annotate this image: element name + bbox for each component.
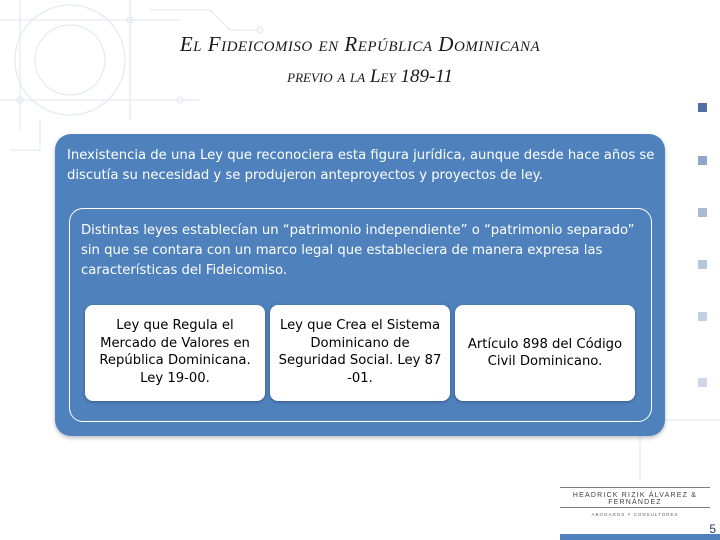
outer-panel-text: Inexistencia de una Ley que reconociera esta figura jurídica, aunque desde hace años se discutía su necesidad y se produjeron anteproyectos y proyectos de ley. [67,148,655,183]
law-card-label: Ley que Crea el Sistema Dominicano de Seguridad Social. Ley 87 -01. [278,318,442,386]
law-card-label: Artículo 898 del Código Civil Dominicano. [467,336,623,369]
slide-subtitle: previo a la Ley 189-11 [287,66,453,87]
logo-rule-top [560,487,710,488]
square-bullet-icon [698,378,707,387]
firm-logo [560,487,710,517]
law-card-label: Ley que Regula el Mercado de Valores en República Dominicana. Ley 19-00. [99,318,251,386]
footer-accent-bar [560,534,720,540]
law-card-seguridad-social [270,305,450,401]
square-bullet-icon [698,156,707,165]
logo-subtitle: ABOGADOS Y CONSULTORES [591,512,679,517]
law-card-codigo-civil [455,305,635,401]
slide-title: El Fideicomiso en República Dominicana [179,32,541,56]
square-bullet-icon [698,208,707,217]
logo-rule-bottom [560,507,710,508]
law-card-mercado-valores [85,305,265,401]
square-bullet-icon [698,312,707,321]
square-bullet-icon [698,260,707,269]
square-bullet-icon [698,103,707,112]
inner-panel-text: Distintas leyes establecían un “patrimonio independiente” o “patrimonio separado” sin que se contara con un marco legal que estableciera de manera expresa las características del Fideicomiso. [81,223,635,278]
page-number: 5 [709,522,716,536]
logo-firm-name: HEADRICK RIZIK ÁLVAREZ & FERNÁNDEZ [572,492,698,506]
side-dot-column [695,98,711,398]
